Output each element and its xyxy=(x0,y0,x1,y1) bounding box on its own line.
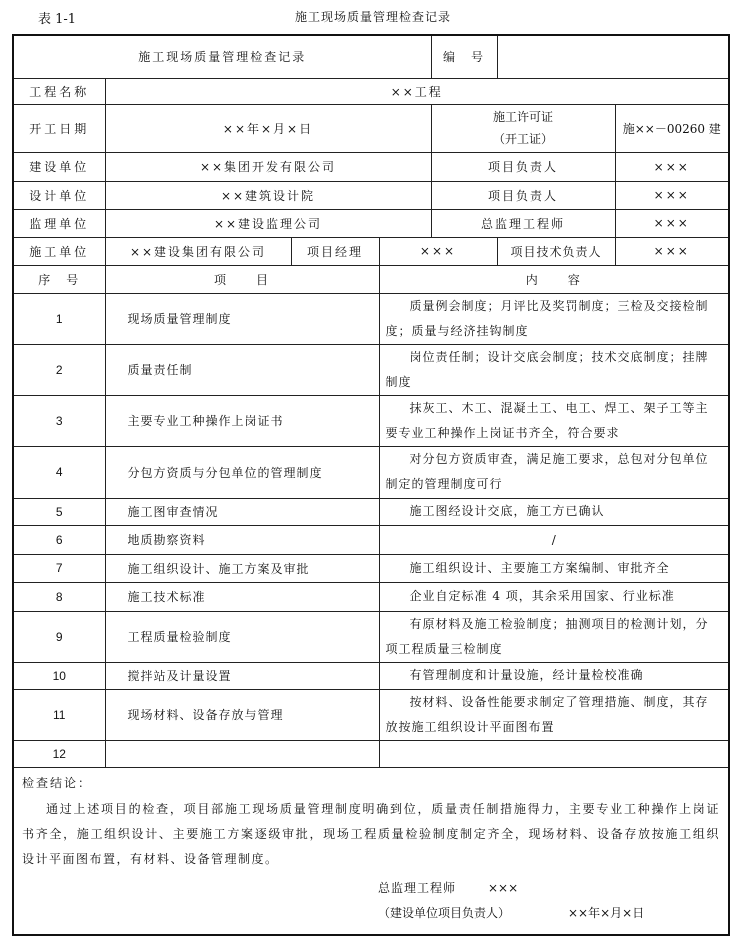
row-content: 按材料、设备性能要求制定了管理措施、制度，其存放按施工组织设计平面图布置 xyxy=(379,689,729,740)
serial-value[interactable] xyxy=(497,35,729,78)
serial-label: 编 号 xyxy=(431,35,497,78)
table-row xyxy=(13,662,729,689)
quality-inspection-form xyxy=(12,34,730,936)
table-row xyxy=(13,525,729,554)
row-item: 施工组织设计、施工方案及审批 xyxy=(105,554,379,582)
row-number: 1 xyxy=(13,293,105,344)
page-header-title: 施工现场质量管理检查记录 xyxy=(294,10,451,24)
row-content: 施工图经设计交底，施工方已确认 xyxy=(379,498,729,525)
row-content: 对分包方资质审查，满足施工要求，总包对分包单位制定的管理制度可行 xyxy=(379,446,729,498)
row-number: 2 xyxy=(13,344,105,395)
table-row xyxy=(13,395,729,446)
row-item xyxy=(105,740,379,767)
start-date: ××年×月×日 xyxy=(105,104,431,152)
row-content: 施工组织设计、主要施工方案编制、审批齐全 xyxy=(379,554,729,582)
row-number: 5 xyxy=(13,498,105,525)
supervision-unit: ××建设监理公司 xyxy=(105,209,431,237)
row-number: 12 xyxy=(13,740,105,767)
start-date-label: 开工日期 xyxy=(13,104,105,152)
table-row xyxy=(13,582,729,611)
row-number: 11 xyxy=(13,689,105,740)
row-item: 施工图审查情况 xyxy=(105,498,379,525)
row-number: 8 xyxy=(13,582,105,611)
tech-lead-label: 项目技术负责人 xyxy=(497,237,615,265)
table-number: 表 1-1 xyxy=(38,12,77,27)
row-content xyxy=(379,740,729,767)
row-item: 主要专业工种操作上岗证书 xyxy=(105,395,379,446)
permit-value: 施××－00260 建 xyxy=(615,104,729,152)
signer-subtitle: （建设单位项目负责人） xyxy=(378,905,511,920)
column-item-header: 项 目 xyxy=(105,265,379,293)
row-content: / xyxy=(379,525,729,554)
signer-label: 总监理工程师 xyxy=(378,880,457,895)
row-content: 有原材料及施工检验制度；抽测项目的检测计划，分项工程质量三检制度 xyxy=(379,611,729,662)
table-row xyxy=(13,293,729,344)
project-name: ××工程 xyxy=(105,78,729,104)
form-title: 施工现场质量管理检查记录 xyxy=(13,35,431,78)
table-row xyxy=(13,446,729,498)
build-unit: ××集团开发有限公司 xyxy=(105,152,431,181)
row-item: 搅拌站及计量设置 xyxy=(105,662,379,689)
table-row xyxy=(13,498,729,525)
build-pm-label: 项目负责人 xyxy=(431,152,615,181)
project-manager-label: 项目经理 xyxy=(291,237,379,265)
row-item: 质量责任制 xyxy=(105,344,379,395)
chief-engineer-label: 总监理工程师 xyxy=(431,209,615,237)
signer-name: ××× xyxy=(488,880,519,895)
column-no-header: 序 号 xyxy=(13,265,105,293)
table-row xyxy=(13,554,729,582)
row-content: 企业自定标准 4 项，其余采用国家、行业标准 xyxy=(379,582,729,611)
design-unit-label: 设计单位 xyxy=(13,181,105,209)
project-name-label: 工程名称 xyxy=(13,78,105,104)
permit-label xyxy=(431,104,615,152)
construction-unit-label: 施工单位 xyxy=(13,237,105,265)
permit-label-line1: 施工许可证 xyxy=(493,110,554,124)
row-number: 4 xyxy=(13,446,105,498)
design-pm: ××× xyxy=(615,181,729,209)
column-content-header: 内 容 xyxy=(379,265,729,293)
row-content: 有管理制度和计量设施，经计量检校准确 xyxy=(379,662,729,689)
row-number: 9 xyxy=(13,611,105,662)
table-row xyxy=(13,689,729,740)
construction-unit: ××建设集团有限公司 xyxy=(105,237,291,265)
row-number: 10 xyxy=(13,662,105,689)
tech-lead: ××× xyxy=(615,237,729,265)
row-number: 7 xyxy=(13,554,105,582)
row-content: 质量例会制度；月评比及奖罚制度；三检及交接检制度；质量与经济挂钩制度 xyxy=(379,293,729,344)
row-content: 抹灰工、木工、混凝土工、电工、焊工、架子工等主要专业工种操作上岗证书齐全，符合要求 xyxy=(379,395,729,446)
design-unit: ××建筑设计院 xyxy=(105,181,431,209)
inspection-conclusion xyxy=(13,767,729,935)
row-item: 分包方资质与分包单位的管理制度 xyxy=(105,446,379,498)
row-content: 岗位责任制；设计交底会制度；技术交底制度；挂牌制度 xyxy=(379,344,729,395)
row-number: 3 xyxy=(13,395,105,446)
row-item: 施工技术标准 xyxy=(105,582,379,611)
conclusion-text: 通过上述项目的检查，项目部施工现场质量管理制度明确到位，质量责任制措施得力，主要专业工种操作上岗证书齐全，施工组织设计、主要施工方案逐级审批，现场工程质量检验制度制定齐全，现场材料、设备存放按施工组织设计平面图布置，有材料、设备管理制度。 xyxy=(22,801,721,866)
build-unit-label: 建设单位 xyxy=(13,152,105,181)
table-row xyxy=(13,611,729,662)
row-item: 工程质量检验制度 xyxy=(105,611,379,662)
chief-engineer: ××× xyxy=(615,209,729,237)
design-pm-label: 项目负责人 xyxy=(431,181,615,209)
conclusion-heading: 检查结论： xyxy=(22,775,93,790)
table-row xyxy=(13,344,729,395)
permit-label-line2: （开工证） xyxy=(493,132,554,146)
row-number: 6 xyxy=(13,525,105,554)
row-item: 现场质量管理制度 xyxy=(105,293,379,344)
sign-date: ××年×月×日 xyxy=(568,905,645,920)
build-pm: ××× xyxy=(615,152,729,181)
row-item: 现场材料、设备存放与管理 xyxy=(105,689,379,740)
supervision-unit-label: 监理单位 xyxy=(13,209,105,237)
row-item: 地质勘察资料 xyxy=(105,525,379,554)
signature-block xyxy=(22,876,720,926)
project-manager: ××× xyxy=(379,237,497,265)
table-row xyxy=(13,740,729,767)
